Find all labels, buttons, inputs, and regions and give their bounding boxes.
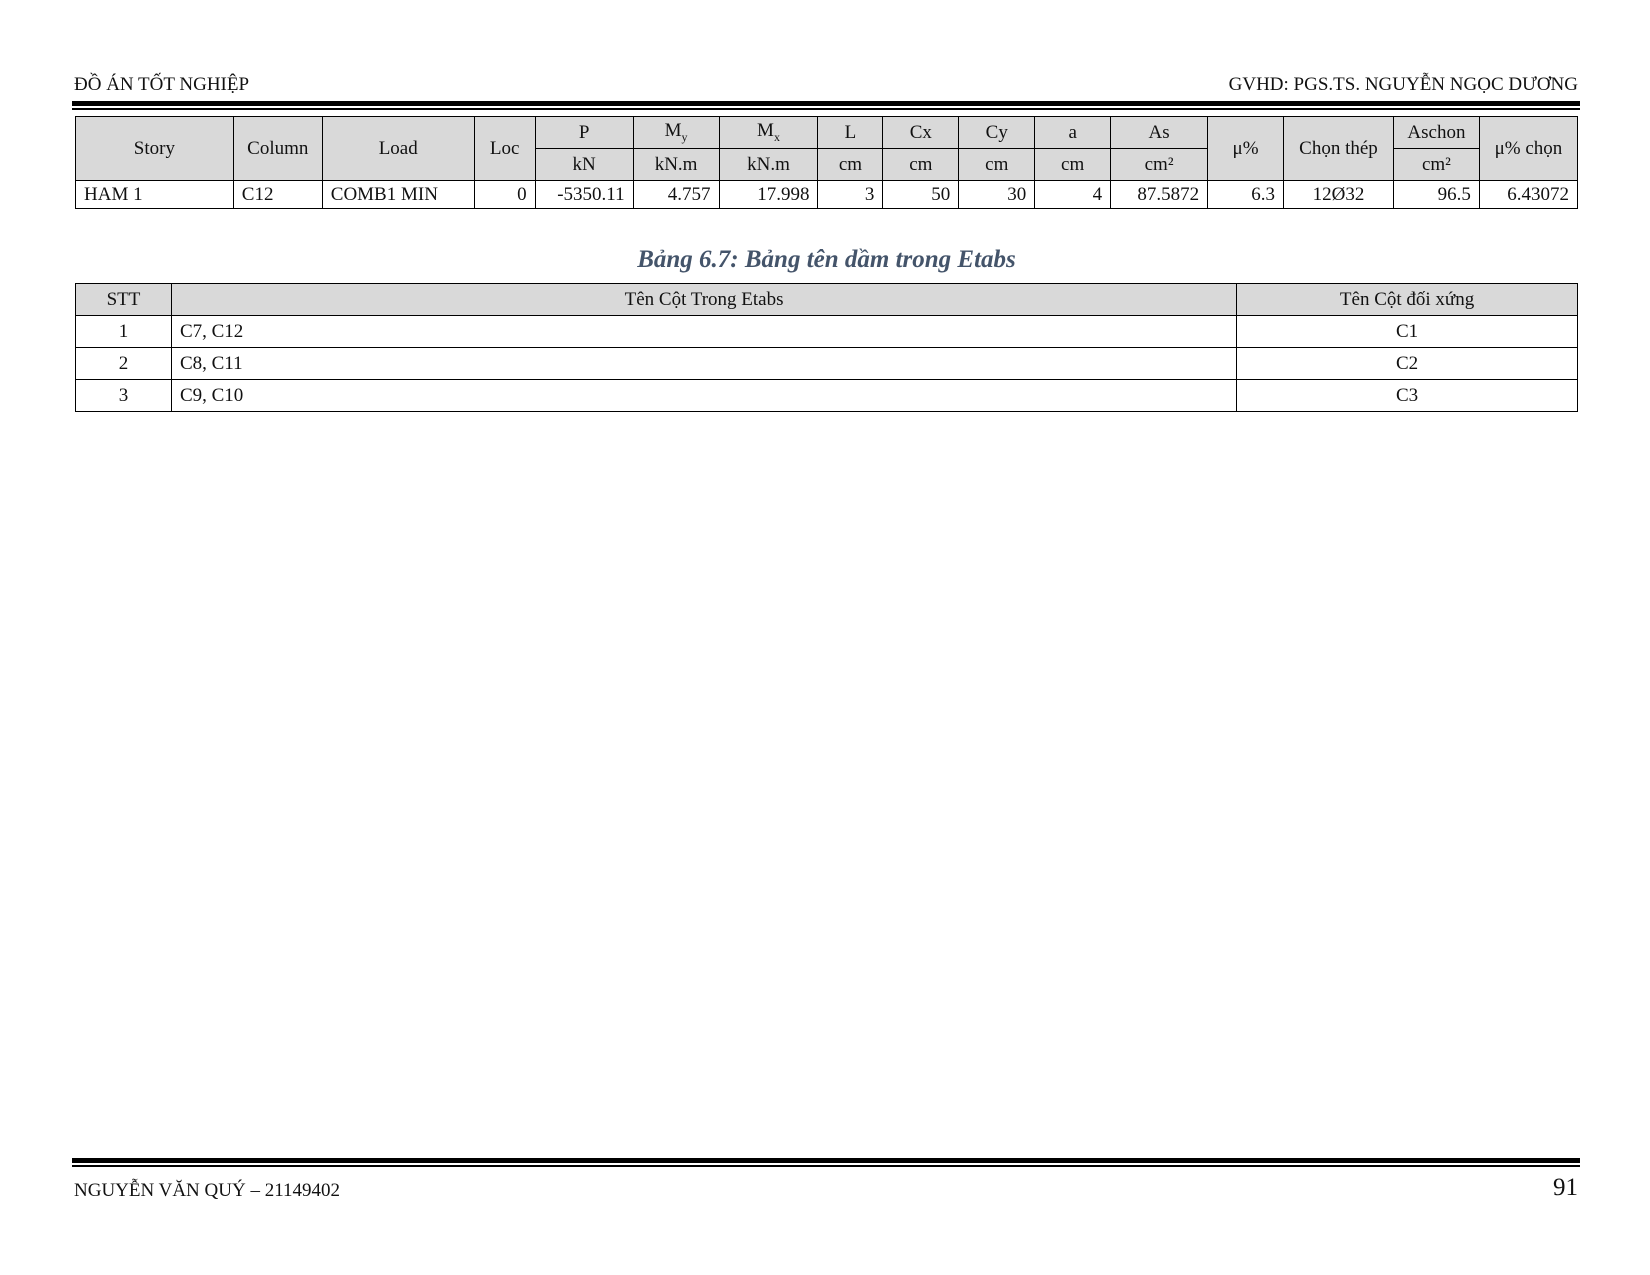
table-caption: Bảng 6.7: Bảng tên dầm trong Etabs [637,246,1016,273]
th-a: a [1035,117,1111,149]
page-footer [74,1174,1578,1210]
page-number: 91 [1553,1174,1578,1201]
cell-a: 4 [1035,181,1111,209]
unit-aschon: cm² [1393,149,1479,181]
cell-load: COMB1 MIN [322,181,474,209]
header-rule [72,101,1580,110]
cell-aschon: 96.5 [1393,181,1479,209]
cell-mx: 17.998 [719,181,818,209]
cell-stt: 1 [76,316,172,348]
table-header-row [76,284,1578,316]
column-name-table [75,283,1578,412]
footer-author: NGUYỄN VĂN QUÝ – 21149402 [74,1180,340,1201]
th-story: Story [76,117,234,181]
cell-ten-cot: C8, C11 [171,348,1236,380]
th-l: L [818,117,883,149]
th-column: Column [233,117,322,181]
unit-cx: cm [883,149,959,181]
cell-cx: 50 [883,181,959,209]
cell-cy: 30 [959,181,1035,209]
table-row [76,380,1578,412]
unit-my: kN.m [633,149,719,181]
table-row [76,181,1578,209]
page-header [74,74,1578,98]
cell-p: -5350.11 [535,181,633,209]
th-aschon: Aschon [1393,117,1479,149]
column-reinforcement-table [75,116,1578,209]
th-loc: Loc [474,117,535,181]
table-row [76,348,1578,380]
th-mu-chon: μ% chọn [1479,117,1577,181]
footer-rule [72,1158,1580,1167]
th-load: Load [322,117,474,181]
cell-chon-thep: 12Ø32 [1283,181,1393,209]
unit-a: cm [1035,149,1111,181]
cell-mu: 6.3 [1208,181,1284,209]
cell-mu-chon: 6.43072 [1479,181,1577,209]
header-advisor: GVHD: PGS.TS. NGUYỄN NGỌC DƯƠNG [1228,74,1578,95]
table-row [76,316,1578,348]
cell-my: 4.757 [633,181,719,209]
th-ten-cot-doi-xung: Tên Cột đối xứng [1237,284,1578,316]
th-cy: Cy [959,117,1035,149]
cell-loc: 0 [474,181,535,209]
th-as: As [1111,117,1208,149]
cell-column: C12 [233,181,322,209]
cell-as: 87.5872 [1111,181,1208,209]
th-mu: μ% [1208,117,1284,181]
th-my: $M_y$ [633,117,719,149]
th-mx: $M_x$ [719,117,818,149]
unit-as: cm² [1111,149,1208,181]
unit-l: cm [818,149,883,181]
unit-mx: kN.m [719,149,818,181]
unit-p: kN [535,149,633,181]
th-cx: Cx [883,117,959,149]
th-p: P [535,117,633,149]
th-chon-thep: Chọn thép [1283,117,1393,181]
cell-doi-xung: C3 [1237,380,1578,412]
cell-stt: 3 [76,380,172,412]
unit-cy: cm [959,149,1035,181]
cell-stt: 2 [76,348,172,380]
cell-l: 3 [818,181,883,209]
cell-ten-cot: C7, C12 [171,316,1236,348]
cell-story: HAM 1 [76,181,234,209]
header-title: ĐỒ ÁN TỐT NGHIỆP [74,74,250,95]
th-stt: STT [76,284,172,316]
cell-doi-xung: C1 [1237,316,1578,348]
cell-doi-xung: C2 [1237,348,1578,380]
cell-ten-cot: C9, C10 [171,380,1236,412]
th-ten-cot: Tên Cột Trong Etabs [171,284,1236,316]
table-header-row [76,117,1578,149]
